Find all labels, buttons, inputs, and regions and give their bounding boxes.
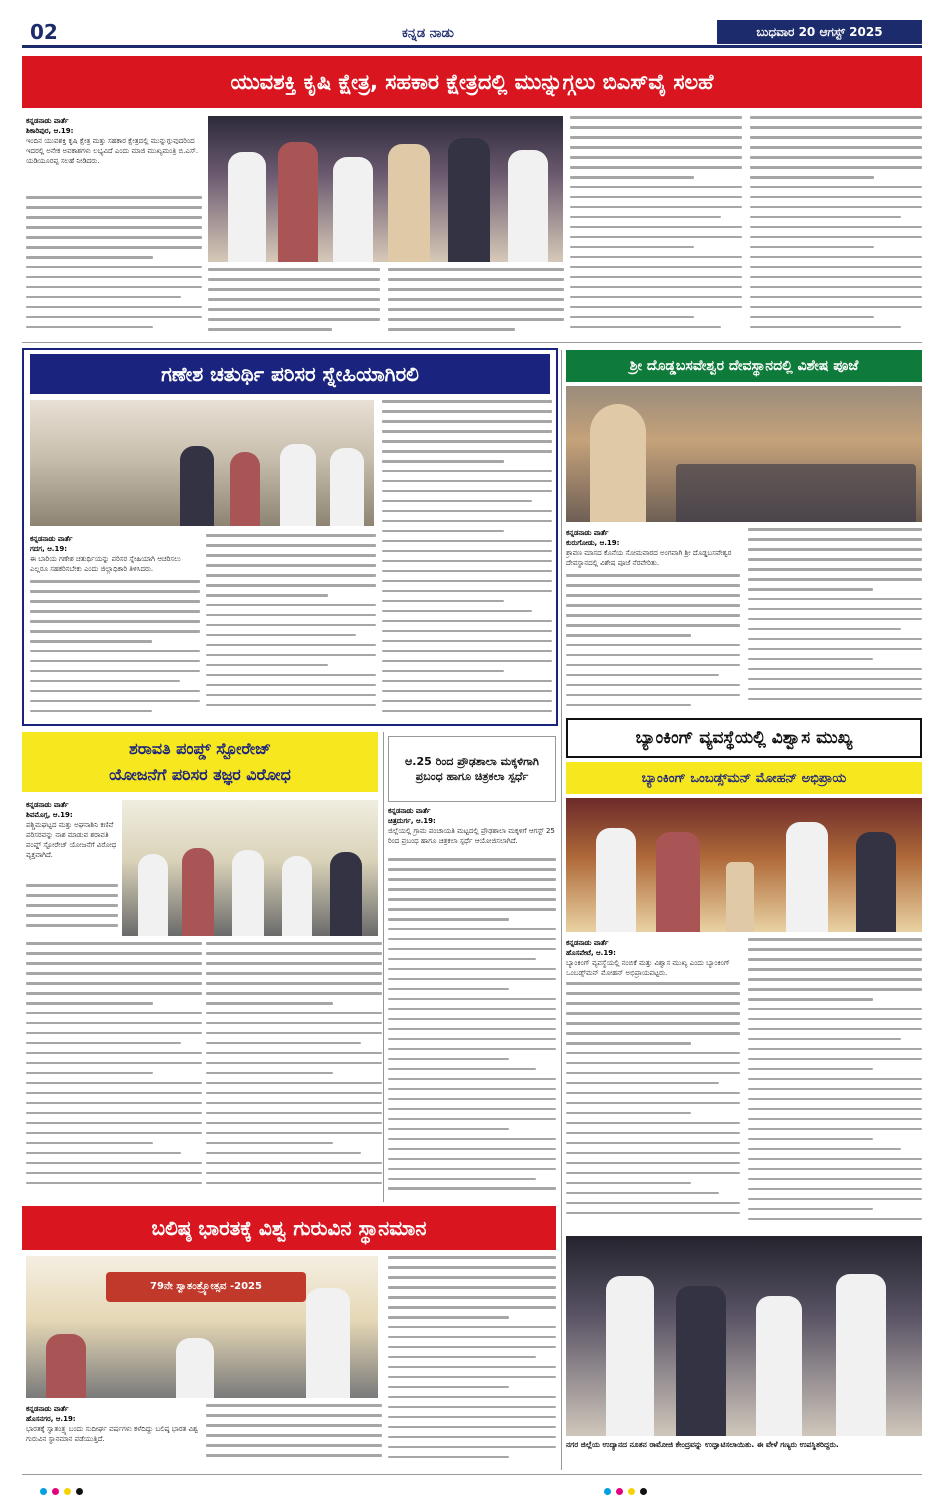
- story-lead: ಜಿಲ್ಲೆಯಲ್ಲಿ ಗ್ರಾಮ ಪಂಚಾಯತಿ ಮಟ್ಟದಲ್ಲಿ ಪ್ರೌಢಶಾಲಾ ಮಕ್ಕಳಿಗೆ ಆಗಸ್ಟ್ 25 ರಿಂದ ಪ್ರಬಂಧ ಹಾಗೂ ಚಿತ್ರಕಲಾ ಸ್ಪರ್ಧೆ ಆಯೋಜಿಸಲಾಗಿದೆ.: [388, 827, 555, 845]
- photo-meeting: [30, 400, 374, 526]
- photo-temple: [566, 386, 922, 522]
- headline-s4-line2: ಯೋಜನೆಗೆ ಪರಿಸರ ತಜ್ಞರ ವಿರೋಧ: [109, 765, 291, 784]
- text-lines: [748, 938, 922, 1230]
- byline: ಕನ್ನಡನಾಡು ವಾರ್ತೆ: [26, 801, 69, 809]
- story-s2-body: [30, 534, 200, 576]
- text-lines: [208, 268, 380, 336]
- story-lead: ಇಂದಿನ ಯುವಶಕ್ತಿ ಕೃಷಿ ಕ್ಷೇತ್ರ ಮತ್ತು ಸಹಕಾರ ಕ್ಷೇತ್ರದಲ್ಲಿ ಮುನ್ನುಗ್ಗುವುದರಿಂದ ಇದರಲ್ಲಿ ಅನೇಕ ಅವಕಾಶಗಳು ಲಭ್ಯವಿದೆ ಎಂದು ಮಾಜಿ ಮುಖ್ಯಮಂತ್ರಿ ಬಿ.ಎಸ್. ಯಡಿಯೂರಪ್ಪ ಸಲಹೆ ನೀಡಿದರು.: [26, 137, 199, 165]
- byline: ಕನ್ನಡನಾಡು ವಾರ್ತೆ: [566, 939, 609, 947]
- story-s5-body: [388, 806, 556, 856]
- photo-felicitation: [208, 116, 563, 262]
- dateline: ಹೊಸನಗರ, ಆ.19:: [26, 1415, 76, 1423]
- headline-s7: ಬಲಿಷ್ಠ ಭಾರತಕ್ಕೆ ವಿಶ್ವ ಗುರುವಿನ ಸ್ಥಾನಮಾನ: [22, 1206, 556, 1250]
- photo-lamp-lighting: [566, 798, 922, 932]
- headline-s4: [22, 732, 378, 792]
- text-lines: [206, 1404, 382, 1468]
- text-lines: [388, 1256, 556, 1466]
- byline: ಕನ್ನಡನಾಡು ವಾರ್ತೆ: [26, 1405, 69, 1413]
- masthead: [22, 18, 922, 48]
- story-lead: ಶ್ರಾವಣ ಮಾಸದ ಕೊನೆಯ ಸೋಮವಾರದ ಅಂಗವಾಗಿ ಶ್ರೀ ದೊಡ್ಡಬಸವೇಶ್ವರ ದೇವಸ್ಥಾನದಲ್ಲಿ ವಿಶೇಷ ಪೂಜೆ ನೆರವೇರಿತು.: [566, 549, 732, 567]
- story-s6-body: [566, 938, 740, 978]
- text-lines: [206, 942, 382, 1200]
- magenta-reg-mark-icon: [52, 1488, 59, 1495]
- yellow-reg-mark-icon: [64, 1488, 71, 1495]
- story-lead: ಭಾರತಕ್ಕೆ ಸ್ವಾತಂತ್ರ್ಯ ಬಂದು ಸುದೀರ್ಘ ವರ್ಷಗಳು ಕಳೆದಿದ್ದು ಬಲಿಷ್ಠ ಭಾರತ ವಿಶ್ವ ಗುರುವಿನ ಸ್ಥಾನಮಾನ ಪಡೆಯುತ್ತಿದೆ.: [26, 1425, 199, 1443]
- dateline: ಕುರುಗೋಡು, ಆ.19:: [566, 539, 620, 547]
- cyan-reg-mark-icon: [40, 1488, 47, 1495]
- text-lines: [748, 528, 922, 714]
- dateline: ಶಿಕಾರಿಪುರ, ಆ.19:: [26, 127, 74, 135]
- story-s7-body: [26, 1404, 202, 1448]
- text-lines: [750, 116, 922, 336]
- text-lines: [26, 884, 118, 940]
- text-lines: [26, 942, 202, 1200]
- text-lines: [206, 534, 376, 720]
- dateline: ಚಿತ್ರದುರ್ಗ, ಆ.19:: [388, 817, 436, 825]
- text-lines: [570, 116, 742, 336]
- black-reg-mark-icon: [640, 1488, 647, 1495]
- text-lines: [388, 268, 564, 336]
- photo-independence-day: [26, 1256, 378, 1398]
- cyan-reg-mark-icon: [604, 1488, 611, 1495]
- magenta-reg-mark-icon: [616, 1488, 623, 1495]
- text-lines: [382, 400, 552, 720]
- dateline: ಗದಗ, ಆ.19:: [30, 545, 68, 553]
- byline: ಕನ್ನಡನಾಡು ವಾರ್ತೆ: [26, 117, 69, 125]
- text-lines: [566, 574, 740, 714]
- black-reg-mark-icon: [76, 1488, 83, 1495]
- text-lines: [30, 580, 200, 720]
- event-banner: 79ನೇ ಸ್ವಾತಂತ್ರ್ಯೋತ್ಸವ -2025: [106, 1272, 306, 1302]
- byline: ಕನ್ನಡನಾಡು ವಾರ್ತೆ: [566, 529, 609, 537]
- story-lead: ಪಶ್ಚಿಮಘಟ್ಟದ ಮತ್ತು ಅಘನಾಶಿನಿ ಕಣಿವೆ ಪರಿಸರವನ್ನು ನಾಶ ಮಾಡುವ ಶರಾವತಿ ಪಂಪ್ಡ್ ಸ್ಟೋರೇಜ್ ಯೋಜನೆಗೆ ವಿರೋಧ ವ್ಯಕ್ತವಾಗಿದೆ.: [26, 821, 117, 859]
- dateline: ಹೊಸಪೇಟೆ, ಆ.19:: [566, 949, 616, 957]
- text-lines: [388, 858, 556, 1200]
- headline-s3: ಶ್ರೀ ದೊಡ್ಡಬಸವೇಶ್ವರ ದೇವಸ್ಥಾನದಲ್ಲಿ ವಿಶೇಷ ಪೂಜೆ: [566, 350, 922, 382]
- headline-s4-line1: ಶರಾವತಿ ಪಂಪ್ಡ್ ಸ್ಟೋರೇಜ್: [128, 739, 272, 758]
- story-s4-body: [26, 800, 118, 880]
- photo-caption-s8: ನಗರ ಜಿಲ್ಲೆಯ ಉದ್ಯಾನದ ನೂತನ ರಾಮೋಜಿ ಕೇಂದ್ರವನ್ನು ಉದ್ಘಾಟಿಸಲಾಯಿತು. ಈ ವೇಳೆ ಗಣ್ಯರು ಉಪಸ್ಥಿತರಿದ್ದರು.: [566, 1440, 839, 1449]
- byline: ಕನ್ನಡನಾಡು ವಾರ್ತೆ: [30, 535, 73, 543]
- brand-name: ಕನ್ನಡ ನಾಡು: [402, 26, 454, 41]
- photo-book-release: [122, 800, 378, 936]
- headline-s5: ಆ.25 ರಿಂದ ಪ್ರೌಢಶಾಲಾ ಮಕ್ಕಳಿಗಾಗಿ ಪ್ರಬಂಧ ಹಾಗೂ ಚಿತ್ರಕಲಾ ಸ್ಪರ್ಧೆ: [388, 736, 556, 802]
- yellow-reg-mark-icon: [628, 1488, 635, 1495]
- dateline: ಶಿವಮೊಗ್ಗ, ಆ.19:: [26, 811, 73, 819]
- date-bar: ಬುಧವಾರ 20 ಆಗಸ್ಟ್ 2025: [717, 20, 922, 44]
- text-lines: [566, 982, 740, 1230]
- byline: ಕನ್ನಡನಾಡು ವಾರ್ತೆ: [388, 807, 431, 815]
- text-lines: [26, 196, 202, 334]
- page-number: 02: [30, 20, 58, 44]
- story-lead: ಬ್ಯಾಂಕಿಂಗ್ ವ್ಯವಸ್ಥೆಯಲ್ಲಿ ನಂಬಿಕೆ ಮತ್ತು ವಿಶ್ವಾಸ ಮುಖ್ಯ ಎಂದು ಬ್ಯಾಂಕಿಂಗ್ ಒಂಬಡ್ಸ್‌ಮನ್ ಮೋಹನ್ ಅಭಿಪ್ರಾಯಪಟ್ಟರು.: [566, 959, 730, 977]
- story-s3-body: [566, 528, 740, 570]
- headline-s6: ಬ್ಯಾಂಕಿಂಗ್ ಒಂಬಡ್ಸ್‌ಮನ್ ಮೋಹನ್ ಅಭಿಪ್ರಾಯ: [566, 762, 922, 794]
- headline-s2: ಗಣೇಶ ಚತುರ್ಥಿ ಪರಿಸರ ಸ್ನೇಹಿಯಾಗಿರಲಿ: [30, 354, 550, 394]
- kicker-s6: ಬ್ಯಾಂಕಿಂಗ್ ವ್ಯವಸ್ಥೆಯಲ್ಲಿ ವಿಶ್ವಾಸ ಮುಖ್ಯ: [566, 718, 922, 758]
- story-lead: ಈ ಬಾರಿಯ ಗಣೇಶ ಚತುರ್ಥಿಯನ್ನು ಪರಿಸರ ಸ್ನೇಹಿಯಾಗಿ ಆಚರಿಸಲು ಎಲ್ಲರೂ ಸಹಕರಿಸಬೇಕು ಎಂದು ಜಿಲ್ಲಾಧಿಕಾರಿ ತಿಳಿಸಿದರು.: [30, 555, 181, 573]
- headline-s1: ಯುವಶಕ್ತಿ ಕೃಷಿ ಕ್ಷೇತ್ರ, ಸಹಕಾರ ಕ್ಷೇತ್ರದಲ್ಲಿ ಮುನ್ನುಗ್ಗಲು ಬಿಎಸ್‌ವೈ ಸಲಹೆ: [22, 56, 922, 108]
- photo-inauguration: [566, 1236, 922, 1436]
